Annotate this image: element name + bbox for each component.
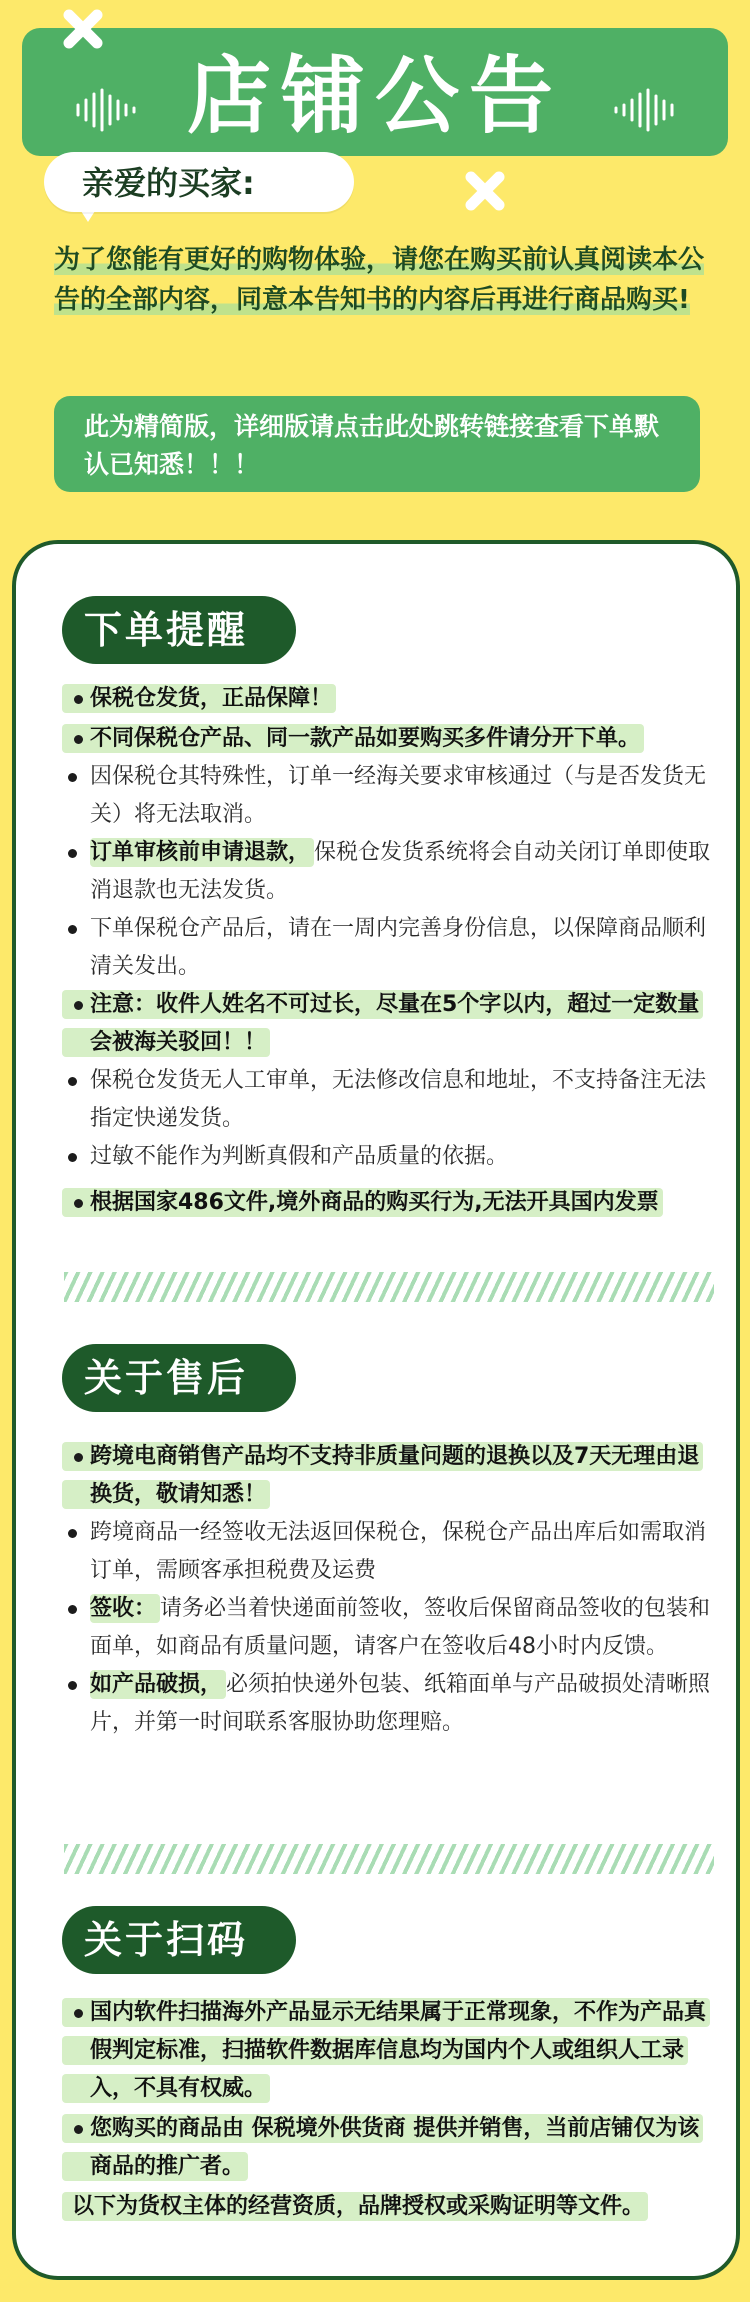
- intro-paragraph: [54, 240, 704, 320]
- list-item: 签收： 请务必当着快递面前签收，签收后保留商品签收的包装和面单，如商品有质量问题，请客户在签收后48小时内反馈。: [62, 1590, 712, 1666]
- sound-wave-icon: [612, 88, 676, 132]
- list-item: 注意：收件人姓名不可过长，尽量在5个字以内，超过一定数量会被海关驳回！！: [62, 986, 712, 1062]
- list-item: 过敏不能作为判断真假和产品质量的依据。: [62, 1138, 712, 1176]
- sparkle-icon: [462, 168, 508, 214]
- detail-link-notice[interactable]: 此为精简版，详细版请点击此处跳转链接查看下单默认已知悉！！！: [54, 396, 700, 492]
- list-item: 保税仓发货无人工审单，无法修改信息和地址，不支持备注无法指定快递发货。: [62, 1062, 712, 1138]
- list-item: 订单审核前申请退款， 保税仓发货系统将会自动关闭订单即使取消退款也无法发货。: [62, 834, 712, 910]
- intro-text: 为了您能有更好的购物体验，请您在购买前认真阅读本公告的全部内容，同意本告知书的内容后再进行商品购买!: [54, 245, 705, 315]
- list-item: 跨境商品一经签收无法返回保税仓，保税仓产品出库后如需取消订单，需顾客承担税费及运费: [62, 1514, 712, 1590]
- divider: [64, 1272, 714, 1302]
- announcement-card: [12, 540, 740, 2280]
- list-item: 以下为货权主体的经营资质，品牌授权或采购证明等文件。: [62, 2188, 712, 2226]
- list-item: 保税仓发货，正品保障！: [62, 680, 712, 718]
- section-title-aftersale: 关于售后: [62, 1344, 296, 1412]
- list-item: 下单保税仓产品后，请在一周内完善身份信息，以保障商品顺利清关发出。: [62, 910, 712, 986]
- sparkle-icon: [60, 6, 106, 52]
- section-title-order: 下单提醒: [62, 596, 296, 664]
- list-item: 跨境电商销售产品均不支持非质量问题的退换以及7天无理由退换货，敬请知悉！: [62, 1438, 712, 1514]
- order-list: [62, 680, 712, 1222]
- list-item: 国内软件扫描海外产品显示无结果属于正常现象，不作为产品真假判定标准，扫描软件数据库信息均为国内个人或组织人工录入，不具有权威。: [62, 1994, 712, 2108]
- greeting-text: 亲爱的买家:: [82, 164, 255, 202]
- list-item: 根据国家486文件,境外商品的购买行为,无法开具国内发票: [62, 1184, 712, 1222]
- greeting-bubble: [44, 152, 354, 212]
- list-item: 您购买的商品由 保税境外供货商 提供并销售，当前店铺仅为该商品的推广者。: [62, 2110, 712, 2186]
- aftersale-list: [62, 1438, 712, 1742]
- section-title-scan: 关于扫码: [62, 1906, 296, 1974]
- divider: [64, 1844, 714, 1874]
- list-item: 如产品破损， 必须拍快递外包装、纸箱面单与产品破损处清晰照片，并第一时间联系客服协助您理赔。: [62, 1666, 712, 1742]
- scan-list: [62, 1994, 712, 2226]
- title-banner: [22, 28, 728, 156]
- page-title: 店铺公告: [186, 47, 563, 145]
- list-item: 不同保税仓产品、同一款产品如要购买多件请分开下单。: [62, 720, 712, 758]
- list-item: 因保税仓其特殊性，订单一经海关要求审核通过（与是否发货无关）将无法取消。: [62, 758, 712, 834]
